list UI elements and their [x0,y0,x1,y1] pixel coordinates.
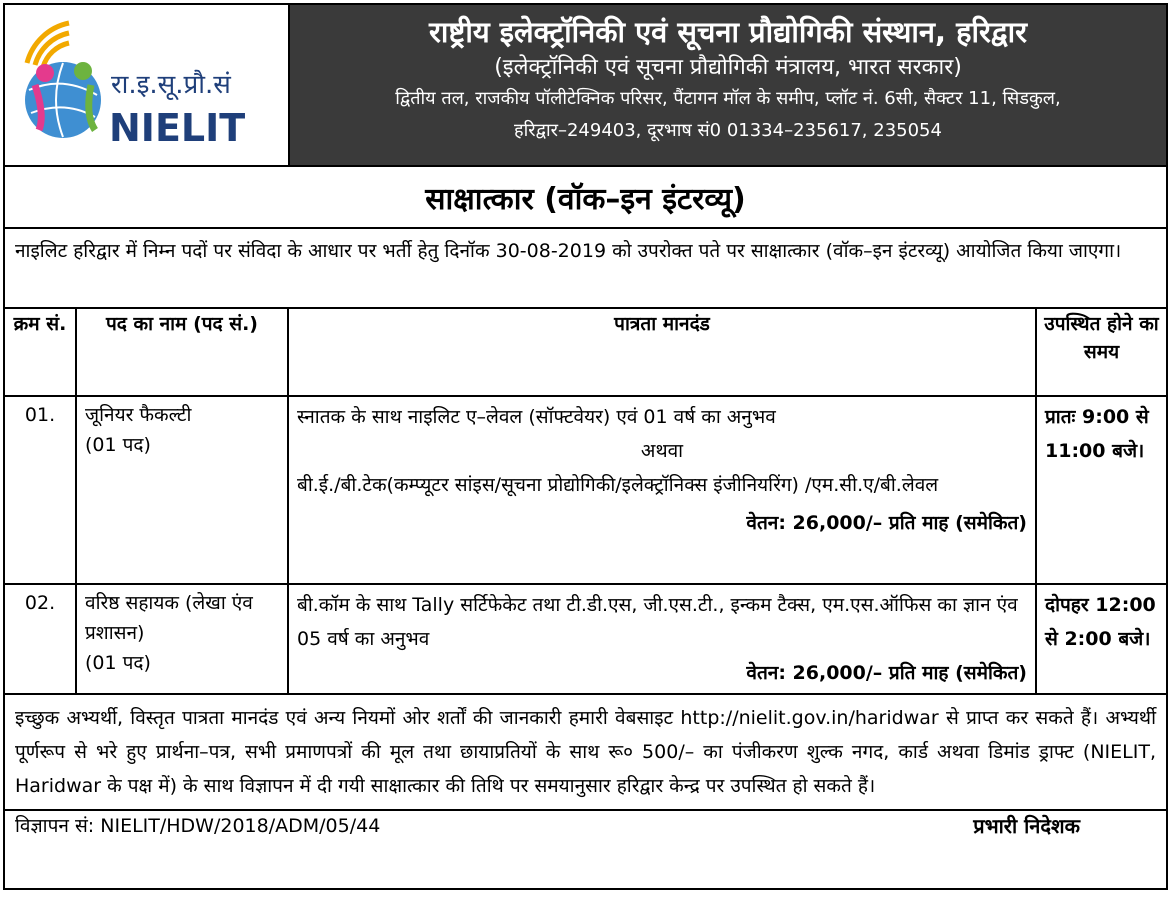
logo-english: NIELIT [109,106,246,150]
advert-number: विज्ञापन सं: NIELIT/HDW/2018/ADM/05/44 [15,815,381,837]
row-2-salary: वेतन: 26,000/– प्रति माह (समेकित) [746,662,1027,684]
header-criteria: पात्रता मानदंड [288,309,1036,396]
signatory: प्रभारी निदेशक [973,814,1080,838]
header-time: उपस्थित होने का समय [1036,309,1166,396]
row-1-criteria-1: स्नातक के साथ नाइलिट ए–लेवल (सॉफ्टवेयर) एवं 01 वर्ष का अनुभव [297,406,776,428]
row-1-salary: वेतन: 26,000/– प्रति माह (समेकित) [746,512,1027,534]
address-line-1: द्वितीय तल, राजकीय पॉलीटेक्निक परिसर, पैंटागन मॉल के समीप, प्लॉट नं. 6सी, सैक्टर 11, सिडकुल, [395,88,1061,109]
row-1-time: प्रातः 9:00 से 11:00 बजे। [1036,396,1166,584]
row-1-post-count: (01 पद) [85,434,151,456]
header [5,5,1166,167]
row-1-criteria [288,396,1036,584]
row-2-time: दोपहर 12:00 से 2:00 बजे। [1036,584,1166,694]
nielit-logo [5,5,290,165]
row-2-post [76,584,288,694]
row-1-or: अथवा [640,440,684,462]
org-details [290,5,1166,165]
row-2-criteria-1: बी.कॉम के साथ Tally सर्टिफेकेट तथा टी.डी.एस, जी.एस.टी., इन्कम टैक्स, एम.एस.ऑफिस का ज्ञान एंव 05 वर्ष का अनुभव [297,594,1018,650]
intro-paragraph: नाइलिट हरिद्वार में निम्न पदों पर संविदा के आधार पर भर्ती हेतु दिनॉक 30-08-2019 को उपरोक्त पते पर साक्षात्कार (वॉक–इन इंटरव्यू) आयोजित किया जाएगा। [5,229,1166,309]
header-post: पद का नाम (पद सं.) [76,309,288,396]
row-2-post-count: (01 पद) [85,652,151,674]
address-line-2: हरिद्वार–249403, दूरभाष सं0 01334–235617, 235054 [514,120,942,141]
page-title: साक्षात्कार (वॉक–इन इंटरव्यू) [5,167,1166,229]
nielit-logo-icon [5,5,288,165]
footer-paragraph: इच्छुक अभ्यर्थी, विस्तृत पात्रता मानदंड एवं अन्य नियमों ओर शर्तों की जानकारी हमारी वेबसाइट http://nielit.gov.in/haridwar से प्राप्त कर सकते हैं। अभ्यर्थी पूर्णरूप से भरे हुए प्रार्थना–पत्र, सभी प्रमाणपत्रों की मूल तथा छायाप्रतियों के साथ रू० 500/– का पंजीकरण शुल्क नगद, कार्ड अथवा डिमांड ड्राफ्ट (NIELIT, Haridwar के पक्ष में) के साथ विज्ञापन में दी गयी साक्षात्कार की तिथि पर समयानुसार हरिद्वार केन्द्र पर उपस्थित हो सकते हैं। [5,695,1166,811]
row-2-sn: 02. [5,584,76,694]
row-1-sn: 01. [5,396,76,584]
table-row [5,584,1166,694]
row-1-post [76,396,288,584]
ministry: (इलेक्ट्रॉनिकी एवं सूचना प्रौद्योगिकी मंत्रालय, भारत सरकार) [494,55,962,80]
table-row [5,396,1166,584]
table-header-row [5,309,1166,396]
org-name: राष्ट्रीय इलेक्ट्रॉनिकी एवं सूचना प्रौद्योगिकी संस्थान, हरिद्वार [429,15,1027,49]
row-1-post-name: जूनियर फैकल्टी [85,404,192,426]
row-2-criteria [288,584,1036,694]
advertisement-page [3,3,1168,890]
row-1-criteria-2: बी.ई./बी.टेक(कम्प्यूटर सांइस/सूचना प्रोद्योगिकी/इलेक्ट्रॉनिक्स इंजीनियरिंग) /एम.सी.ए/बी.लेवल [297,474,939,496]
row-2-post-name: वरिष्ठ सहायक (लेखा एंव प्रशासन) [85,592,253,644]
header-sn: क्रम सं. [5,309,76,396]
advert-footer [5,811,1166,841]
posts-table [5,309,1166,695]
logo-hindi: रा.इ.सू.प्रौ.सं [111,70,231,100]
